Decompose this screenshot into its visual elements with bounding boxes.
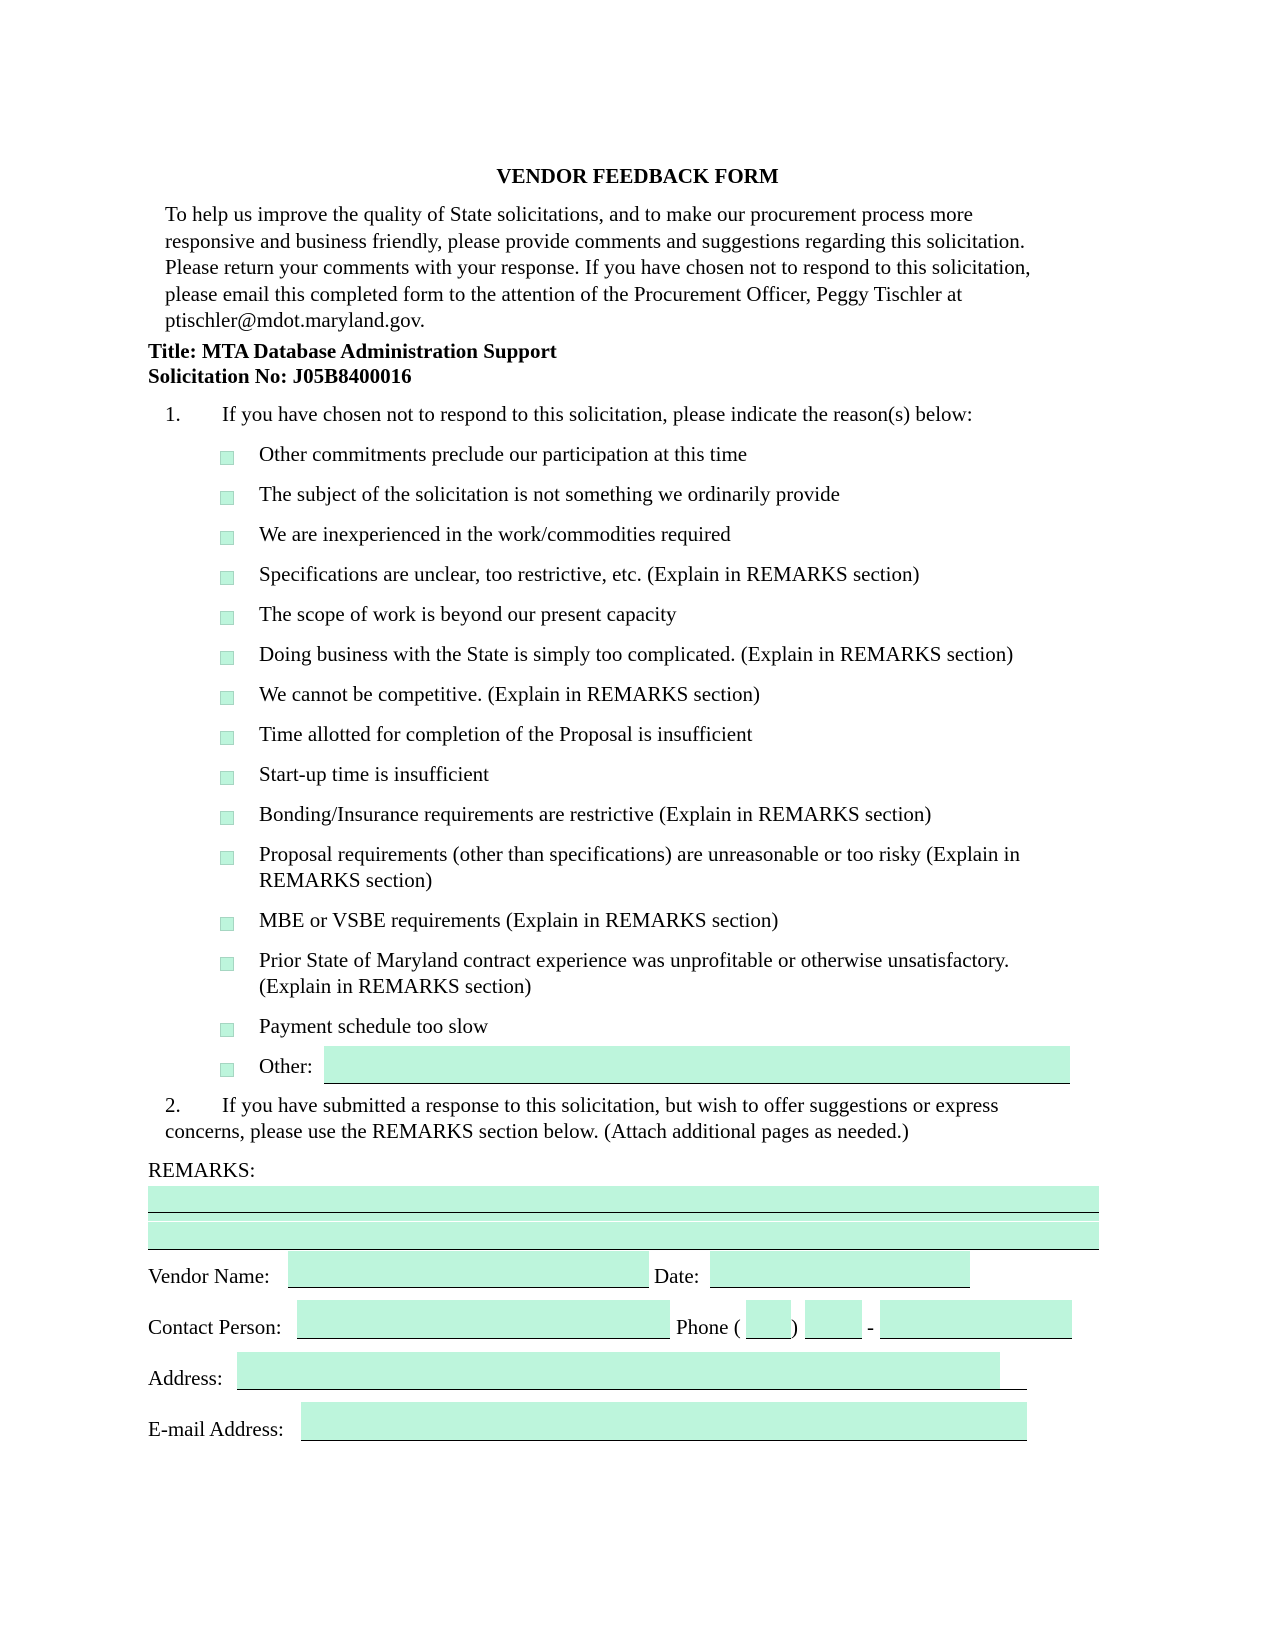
- reason-checkbox-10[interactable]: [220, 811, 234, 825]
- reason-label: The subject of the solicitation is not something we ordinarily provide: [259, 482, 840, 506]
- reason-label: Other commitments preclude our participation at this time: [259, 442, 748, 466]
- remarks-underline-2: [148, 1249, 1099, 1250]
- intro-line: Please return your comments with your response. If you have chosen not to respond to this solicitation,: [165, 255, 1031, 279]
- reason-checkbox-5[interactable]: [220, 611, 234, 625]
- phone-prefix-underline: [805, 1338, 862, 1339]
- intro-line: please email this completed form to the attention of the Procurement Officer, Peggy Tischler at: [165, 281, 963, 306]
- vendor-name-field[interactable]: [288, 1251, 649, 1288]
- contact-person-field[interactable]: [297, 1300, 670, 1339]
- date-field[interactable]: [710, 1251, 970, 1288]
- reason-label: Payment schedule too slow: [259, 1014, 489, 1038]
- email-field[interactable]: [301, 1402, 1027, 1440]
- reason-checkbox-1[interactable]: [220, 451, 234, 465]
- reason-label: Specifications are unclear, too restrictive, etc. (Explain in REMARKS section): [259, 562, 920, 586]
- intro-line: ptischler@mdot.maryland.gov.: [165, 308, 426, 332]
- reason-label: Start-up time is insufficient: [259, 762, 489, 786]
- question-2-text-continued: concerns, please use the REMARKS section below. (Attach additional pages as needed.): [165, 1119, 909, 1143]
- reason-checkbox-11[interactable]: [220, 851, 234, 865]
- remarks-field-2[interactable]: [148, 1222, 1099, 1250]
- solicitation-title: Title: MTA Database Administration Support: [148, 339, 557, 363]
- vendor-name-label: Vendor Name:: [148, 1264, 270, 1288]
- intro-paragraph: [165, 201, 1125, 334]
- reason-checkbox-7[interactable]: [220, 691, 234, 705]
- form-heading: VENDOR FEEDBACK FORM: [496, 164, 779, 188]
- remarks-field-1[interactable]: [148, 1186, 1099, 1221]
- phone-area-code-field[interactable]: [746, 1300, 791, 1339]
- contact-person-label: Contact Person:: [148, 1315, 282, 1339]
- reason-label: We are inexperienced in the work/commodities required: [259, 522, 731, 546]
- question-2-text: If you have submitted a response to this solicitation, but wish to offer suggestions or express: [222, 1093, 999, 1117]
- reason-checkbox-6[interactable]: [220, 651, 234, 665]
- reason-label-continued: (Explain in REMARKS section): [259, 974, 532, 998]
- email-underline: [301, 1440, 1027, 1441]
- reason-label: Prior State of Maryland contract experience was unprofitable or otherwise unsatisfactory.: [259, 948, 1010, 972]
- phone-line-field[interactable]: [880, 1300, 1072, 1339]
- reason-label: We cannot be competitive. (Explain in REMARKS section): [259, 682, 761, 706]
- phone-dash: -: [867, 1315, 874, 1339]
- reason-checkbox-14[interactable]: [220, 1023, 234, 1037]
- address-field[interactable]: [237, 1352, 1000, 1389]
- other-reason-field[interactable]: [324, 1046, 1070, 1083]
- question-1-number: 1.: [165, 402, 181, 426]
- remarks-underline-1: [148, 1212, 1099, 1213]
- intro-line: To help us improve the quality of State solicitations, and to make our procurement process more: [165, 202, 973, 226]
- phone-prefix-field[interactable]: [805, 1300, 862, 1339]
- reason-checkbox-9[interactable]: [220, 771, 234, 785]
- contact-person-underline: [297, 1338, 670, 1339]
- email-label: E-mail Address:: [148, 1417, 284, 1441]
- other-reason-underline: [324, 1083, 1070, 1084]
- reason-label: Proposal requirements (other than specifications) are unreasonable or too risky (Explain in: [259, 842, 1021, 866]
- reason-label-other: Other:: [259, 1054, 313, 1078]
- intro-line: responsive and business friendly, please provide comments and suggestions regarding this solicitation.: [165, 228, 1026, 253]
- reason-checkbox-3[interactable]: [220, 531, 234, 545]
- address-label: Address:: [148, 1366, 223, 1390]
- phone-area-code-underline: [746, 1338, 791, 1339]
- remarks-label: REMARKS:: [148, 1158, 256, 1182]
- phone-label: Phone (: [676, 1315, 741, 1339]
- phone-line-underline: [880, 1338, 1072, 1339]
- reason-label: The scope of work is beyond our present capacity: [259, 602, 677, 626]
- address-underline: [237, 1389, 1027, 1390]
- reason-checkbox-12[interactable]: [220, 917, 234, 931]
- vendor-name-underline: [288, 1287, 649, 1288]
- reason-checkbox-other[interactable]: [220, 1063, 234, 1077]
- solicitation-number: Solicitation No: J05B8400016: [148, 364, 412, 388]
- reason-label: Time allotted for completion of the Proposal is insufficient: [259, 722, 753, 746]
- reason-checkbox-8[interactable]: [220, 731, 234, 745]
- reason-label: Bonding/Insurance requirements are restrictive (Explain in REMARKS section): [259, 802, 932, 826]
- reason-checkbox-13[interactable]: [220, 957, 234, 971]
- reason-label: MBE or VSBE requirements (Explain in REMARKS section): [259, 908, 779, 932]
- question-1-text: If you have chosen not to respond to this solicitation, please indicate the reason(s) below:: [222, 402, 973, 426]
- date-label: Date:: [654, 1264, 700, 1288]
- date-underline: [710, 1287, 970, 1288]
- reason-label: Doing business with the State is simply too complicated. (Explain in REMARKS section): [259, 642, 1014, 666]
- phone-close-paren: ): [791, 1315, 798, 1339]
- reason-checkbox-2[interactable]: [220, 491, 234, 505]
- question-2-number: 2.: [165, 1093, 181, 1117]
- reason-checkbox-4[interactable]: [220, 571, 234, 585]
- reason-label-continued: REMARKS section): [259, 868, 433, 892]
